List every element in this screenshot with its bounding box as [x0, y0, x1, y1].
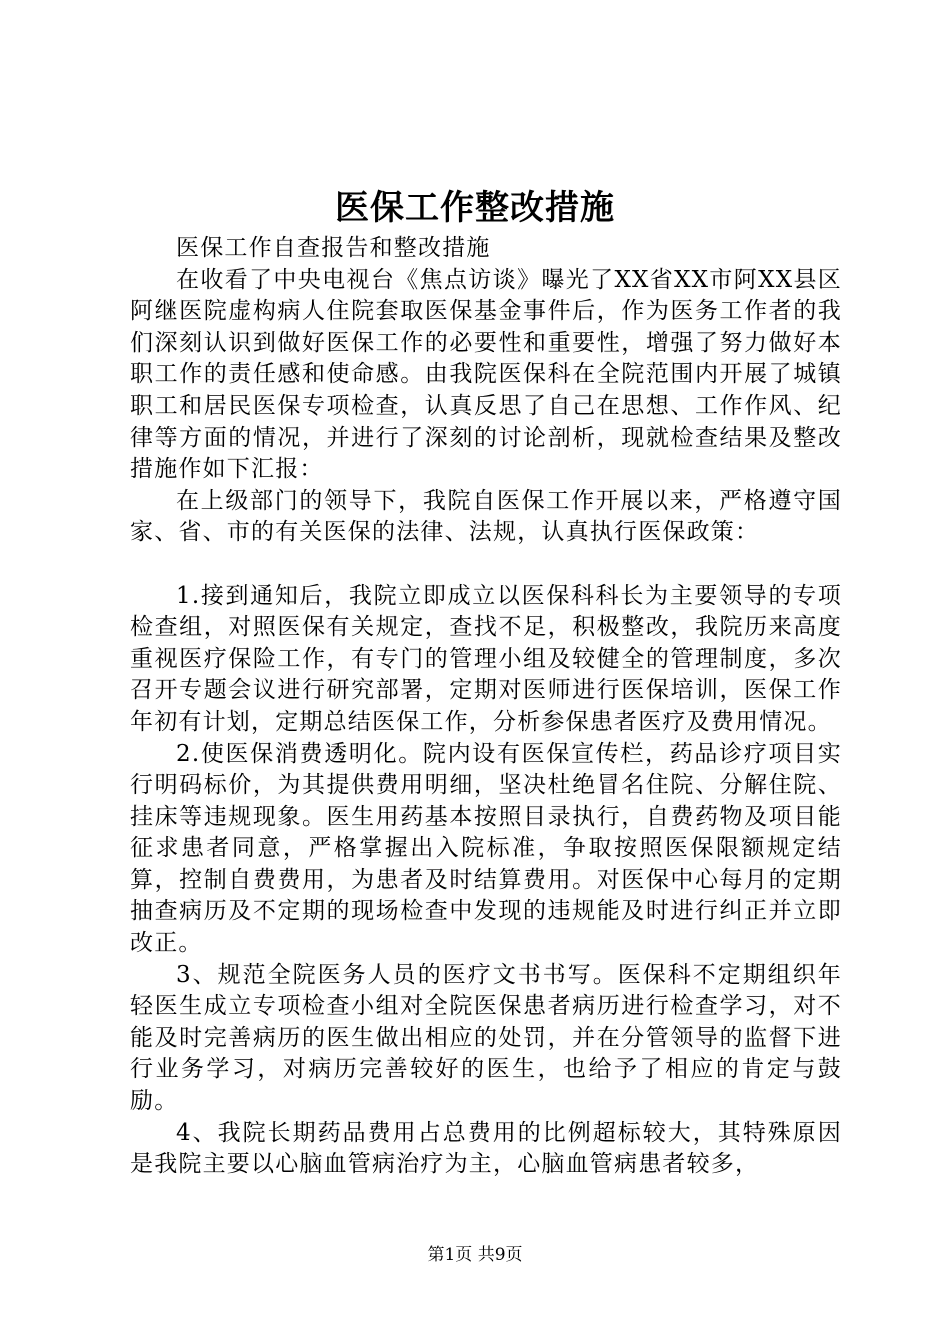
- page-footer: 第1页 共9页: [427, 1245, 523, 1265]
- paragraph-item-4: 4、我院长期药品费用占总费用的比例超标较大，其特殊原因是我院主要以心脑血管病治疗为主，心脑血管病患者较多，: [130, 1119, 842, 1178]
- document-body: [130, 233, 842, 1181]
- document-title: 医保工作整改措施: [335, 188, 615, 228]
- paragraph-item-1: 1.接到通知后，我院立即成立以医保科科长为主要领导的专项检查组，对照医保有关规定，查找不足，积极整改，我院历来高度重视医疗保险工作，有专门的管理小组及较健全的管理制度，多次召开专题会议进行研究部署，定期对医师进行医保培训，医保工作年初有计划，定期总结医保工作，分析参保患者医疗及费用情况。: [130, 582, 842, 735]
- paragraph-item-3: 3、规范全院医务人员的医疗文书书写。医保科不定期组织年轻医生成立专项检查小组对全院医保患者病历进行检查学习，对不能及时完善病历的医生做出相应的处罚，并在分管领导的监督下进行业务学习，对病历完善较好的医生，也给予了相应的肯定与鼓励。: [130, 961, 842, 1115]
- paragraph-item-2: 2.使医保消费透明化。院内设有医保宣传栏，药品诊疗项目实行明码标价，为其提供费用明细，坚决杜绝冒名住院、分解住院、挂床等违规现象。医生用药基本按照目录执行，自费药物及项目能征求患者同意，严格掌握出入院标准，争取按照医保限额规定结算，控制自费费用，为患者及时结算费用。对医保中心每月的定期抽查病历及不定期的现场检查中发现的违规能及时进行纠正并立即改正。: [130, 740, 842, 957]
- paragraph-subtitle: 医保工作自查报告和整改措施: [176, 235, 491, 261]
- paragraph-policy: 在上级部门的领导下，我院自医保工作开展以来，严格遵守国家、省、市的有关医保的法律、法规，认真执行医保政策：: [130, 487, 842, 546]
- paragraph-intro: 在收看了中央电视台《焦点访谈》曝光了XX省XX市阿XX县区阿继医院虚构病人住院套取医保基金事件后，作为医务工作者的我们深刻认识到做好医保工作的必要性和重要性，增强了努力做好本职工作的责任感和使命感。由我院医保科在全院范围内开展了城镇职工和居民医保专项检查，认真反思了自己在思想、工作作风、纪律等方面的情况，并进行了深刻的讨论剖析，现就检查结果及整改措施作如下汇报：: [130, 266, 842, 483]
